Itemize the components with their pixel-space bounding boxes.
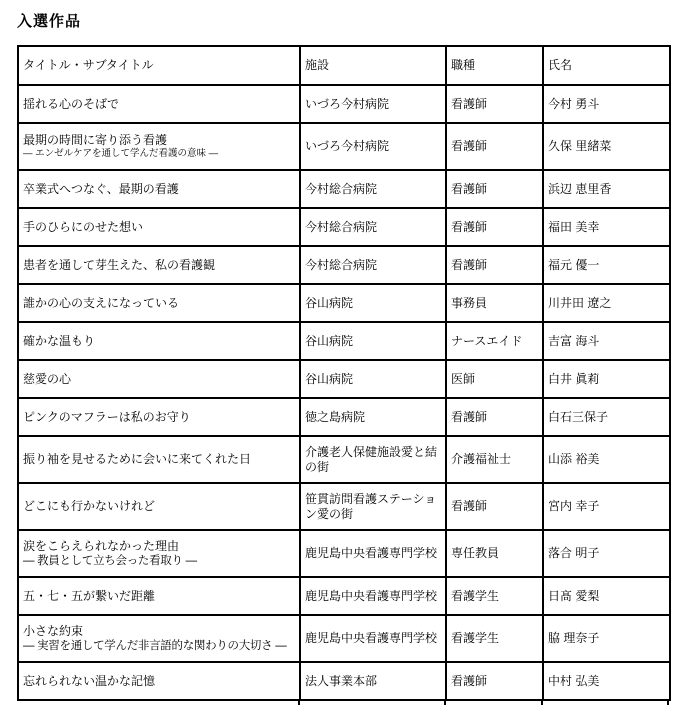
work-title: 慈愛の心 <box>23 371 72 386</box>
facility-cell: 谷山病院 <box>300 284 446 322</box>
work-title: 涙をこらえられなかった理由 <box>23 538 180 553</box>
job-cell: 看護師 <box>446 398 543 436</box>
name-cell: 吉富 海斗 <box>543 322 670 360</box>
job-cell: 医師 <box>446 360 543 398</box>
table-row <box>18 360 670 398</box>
table-row <box>18 208 670 246</box>
selected-works-table <box>17 45 671 701</box>
facility-cell: 法人事業本部 <box>300 662 446 700</box>
name-cell: 福元 優一 <box>543 246 670 284</box>
table-row <box>18 246 670 284</box>
table-row <box>18 483 670 530</box>
job-cell: 事務員 <box>446 284 543 322</box>
work-title: ピンクのマフラーは私のお守り <box>23 409 191 424</box>
page-title: 入選作品 <box>17 13 82 30</box>
work-subtitle: ― エンゼルケアを通して学んだ看護の意味 ― <box>23 148 219 160</box>
table-row <box>18 615 670 662</box>
job-cell: 看護学生 <box>446 615 543 662</box>
work-title: 手のひらにのせた想い <box>23 219 144 234</box>
work-title: どこにも行かないけれど <box>23 499 156 513</box>
name-cell: 日髙 愛梨 <box>543 577 670 615</box>
job-cell: 看護師 <box>446 85 543 123</box>
job-cell: 看護師 <box>446 208 543 246</box>
facility-cell: いづろ今村病院 <box>300 85 446 123</box>
facility-cell: 鹿児島中央看護専門学校 <box>300 530 446 577</box>
job-cell: 看護師 <box>446 170 543 208</box>
name-cell: 中村 弘美 <box>543 662 670 700</box>
job-cell: 看護師 <box>446 246 543 284</box>
facility-cell: いづろ今村病院 <box>300 123 446 170</box>
name-cell: 今村 勇斗 <box>543 85 670 123</box>
table-row <box>18 530 670 577</box>
table-continuation-stub <box>17 701 669 705</box>
job-cell: 看護師 <box>446 662 543 700</box>
header-name: 氏名 <box>543 46 670 85</box>
name-cell: 浜辺 恵里香 <box>543 170 670 208</box>
table-row <box>18 322 670 360</box>
facility-cell: 鹿児島中央看護専門学校 <box>300 615 446 662</box>
table-row <box>18 436 670 483</box>
header-facility: 施設 <box>300 46 446 85</box>
name-cell: 落合 明子 <box>543 530 670 577</box>
table-row <box>18 85 670 123</box>
table-row <box>18 398 670 436</box>
facility-cell: 谷山病院 <box>300 322 446 360</box>
job-cell: 看護師 <box>446 123 543 170</box>
name-cell: 白石三保子 <box>543 398 670 436</box>
work-subtitle: ― 教員として立ち会った看取り ― <box>23 554 197 567</box>
work-title: 振り袖を見せるために会いに来てくれた日 <box>23 452 252 466</box>
name-cell: 久保 里緒菜 <box>543 123 670 170</box>
work-title: 誰かの心の支えになっている <box>23 295 180 310</box>
facility-cell: 笹貫訪問看護ステーション愛の街 <box>300 483 446 530</box>
name-cell: 川井田 遼之 <box>543 284 670 322</box>
table-row <box>18 662 670 700</box>
name-cell: 福田 美幸 <box>543 208 670 246</box>
work-title: 最期の時間に寄り添う看護 <box>23 133 168 148</box>
job-cell: 介護福祉士 <box>446 436 543 483</box>
header-job: 職種 <box>446 46 543 85</box>
facility-cell: 今村総合病院 <box>300 170 446 208</box>
work-title: 確かな温もり <box>23 333 96 348</box>
facility-cell: 介護老人保健施設愛と結の街 <box>300 436 446 483</box>
facility-cell: 鹿児島中央看護専門学校 <box>300 577 446 615</box>
facility-cell: 徳之島病院 <box>300 398 446 436</box>
work-subtitle: ― 実習を通して学んだ非言語的な関わりの大切さ ― <box>23 639 287 652</box>
job-cell: 看護師 <box>446 483 543 530</box>
table-row <box>18 577 670 615</box>
table-row <box>18 123 670 170</box>
name-cell: 白井 眞莉 <box>543 360 670 398</box>
job-cell: 専任教員 <box>446 530 543 577</box>
facility-cell: 谷山病院 <box>300 360 446 398</box>
job-cell: 看護学生 <box>446 577 543 615</box>
facility-cell: 今村総合病院 <box>300 246 446 284</box>
work-title: 忘れられない温かな記憶 <box>23 673 156 688</box>
work-title: 患者を通して芽生えた、私の看護観 <box>23 257 216 272</box>
name-cell: 脇 理奈子 <box>543 615 670 662</box>
header-title-subtitle: タイトル・サブタイトル <box>18 46 300 85</box>
work-title: 揺れる心のそばで <box>23 96 120 111</box>
work-title: 五・七・五が繋いだ距離 <box>23 588 156 603</box>
work-title: 小さな約束 <box>23 623 84 638</box>
name-cell: 山添 裕美 <box>543 436 670 483</box>
job-cell: ナースエイド <box>446 322 543 360</box>
table-header-row <box>18 46 670 85</box>
work-title: 卒業式へつなぐ、最期の看護 <box>23 181 179 196</box>
table-row <box>18 170 670 208</box>
table-row <box>18 284 670 322</box>
facility-cell: 今村総合病院 <box>300 208 446 246</box>
name-cell: 宮内 幸子 <box>543 483 670 530</box>
